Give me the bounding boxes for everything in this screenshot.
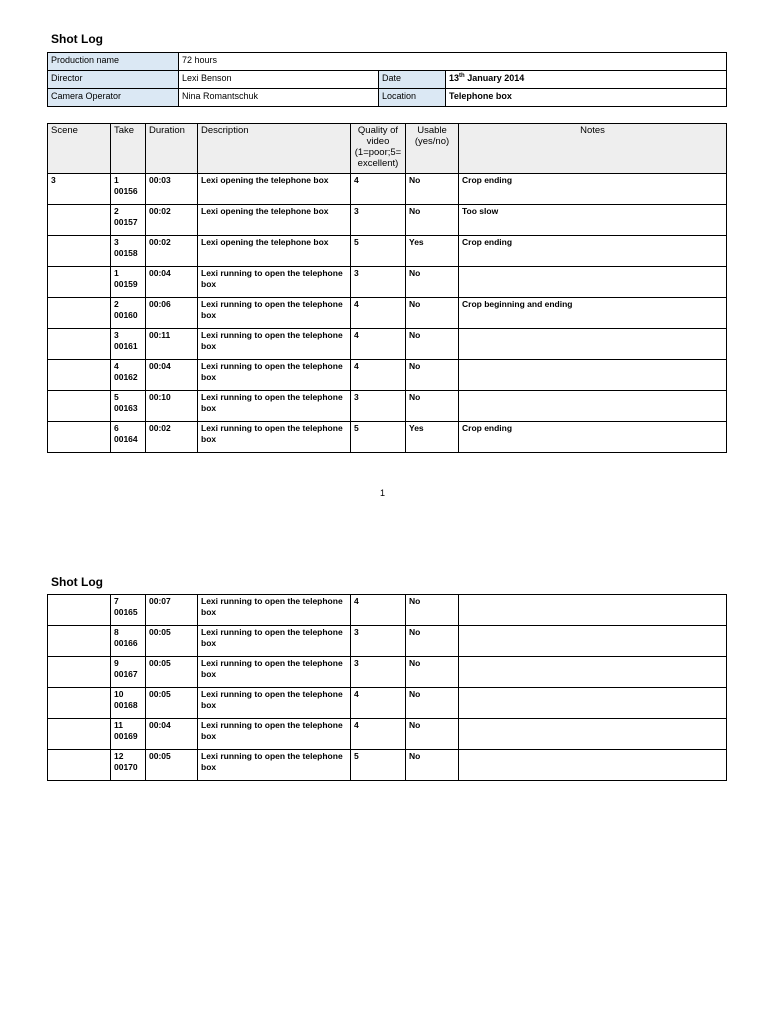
description-cell: Lexi running to open the telephone box (198, 595, 351, 626)
duration-cell: 00:02 (146, 422, 198, 453)
take-number: 5 (114, 392, 119, 402)
camera-operator-row (48, 89, 727, 107)
take-number: 3 (114, 237, 119, 247)
column-header-description: Description (198, 124, 351, 174)
take-file-number: 00167 (114, 669, 138, 679)
notes-cell (459, 719, 727, 750)
quality-cell: 3 (351, 657, 406, 688)
usable-cell: No (406, 329, 459, 360)
duration-cell: 00:02 (146, 205, 198, 236)
duration-cell: 00:05 (146, 626, 198, 657)
take-file-number: 00159 (114, 279, 138, 289)
duration-cell: 00:11 (146, 329, 198, 360)
table-row (48, 174, 727, 205)
table-row (48, 719, 727, 750)
notes-cell: Crop ending (459, 236, 727, 267)
location-value: Telephone box (446, 89, 727, 107)
take-cell (111, 267, 146, 298)
director-row (48, 71, 727, 89)
description-cell: Lexi running to open the telephone box (198, 298, 351, 329)
take-file-number: 00163 (114, 403, 138, 413)
scene-cell (48, 595, 111, 626)
take-file-number: 00161 (114, 341, 138, 351)
take-cell (111, 236, 146, 267)
director-label: Director (48, 71, 179, 89)
description-cell: Lexi running to open the telephone box (198, 360, 351, 391)
duration-cell: 00:02 (146, 236, 198, 267)
usable-cell: No (406, 298, 459, 329)
scene-cell (48, 422, 111, 453)
scene-cell: 3 (48, 174, 111, 205)
description-cell: Lexi running to open the telephone box (198, 267, 351, 298)
column-header-usable: Usable (yes/no) (406, 124, 459, 174)
production-name-row (48, 53, 727, 71)
duration-cell: 00:05 (146, 657, 198, 688)
quality-cell: 4 (351, 298, 406, 329)
take-file-number: 00162 (114, 372, 138, 382)
take-file-number: 00170 (114, 762, 138, 772)
column-header-duration: Duration (146, 124, 198, 174)
take-number: 2 (114, 206, 119, 216)
table-row (48, 595, 727, 626)
date-label: Date (379, 71, 446, 89)
table-row (48, 298, 727, 329)
take-file-number: 00156 (114, 186, 138, 196)
production-name-label: Production name (48, 53, 179, 71)
scene-cell (48, 626, 111, 657)
take-cell (111, 329, 146, 360)
take-cell (111, 205, 146, 236)
usable-cell: No (406, 360, 459, 391)
table-row (48, 422, 727, 453)
notes-cell: Too slow (459, 205, 727, 236)
description-cell: Lexi opening the telephone box (198, 236, 351, 267)
column-header-quality: Quality of video (1=poor;5= excellent) (351, 124, 406, 174)
duration-cell: 00:04 (146, 719, 198, 750)
production-info-table (47, 52, 727, 107)
scene-cell (48, 391, 111, 422)
take-file-number: 00158 (114, 248, 138, 258)
table-row (48, 391, 727, 422)
notes-cell: Crop ending (459, 422, 727, 453)
page-title-2: Shot Log (51, 575, 103, 589)
usable-cell: No (406, 205, 459, 236)
description-cell: Lexi running to open the telephone box (198, 719, 351, 750)
take-cell (111, 174, 146, 205)
take-file-number: 00166 (114, 638, 138, 648)
take-number: 9 (114, 658, 119, 668)
date-value (446, 71, 727, 89)
quality-cell: 3 (351, 205, 406, 236)
quality-cell: 5 (351, 236, 406, 267)
scene-cell (48, 205, 111, 236)
take-cell (111, 422, 146, 453)
usable-cell: No (406, 174, 459, 205)
table-row (48, 688, 727, 719)
take-number: 8 (114, 627, 119, 637)
quality-cell: 5 (351, 750, 406, 781)
duration-cell: 00:05 (146, 688, 198, 719)
duration-cell: 00:06 (146, 298, 198, 329)
scene-cell (48, 360, 111, 391)
scene-cell (48, 750, 111, 781)
shot-rows (48, 174, 727, 453)
page-number: 1 (380, 488, 386, 498)
column-header-scene: Scene (48, 124, 111, 174)
quality-cell: 5 (351, 422, 406, 453)
description-cell: Lexi running to open the telephone box (198, 750, 351, 781)
take-number: 6 (114, 423, 119, 433)
usable-cell: No (406, 750, 459, 781)
scene-cell (48, 267, 111, 298)
shot-rows-2 (48, 595, 727, 781)
duration-cell: 00:10 (146, 391, 198, 422)
column-header-take: Take (111, 124, 146, 174)
take-cell (111, 360, 146, 391)
notes-cell (459, 267, 727, 298)
camera-operator-value: Nina Romantschuk (179, 89, 379, 107)
notes-cell (459, 626, 727, 657)
description-cell: Lexi running to open the telephone box (198, 391, 351, 422)
duration-cell: 00:04 (146, 267, 198, 298)
notes-cell (459, 360, 727, 391)
table-row (48, 205, 727, 236)
take-cell (111, 595, 146, 626)
quality-cell: 4 (351, 360, 406, 391)
table-row (48, 657, 727, 688)
take-number: 7 (114, 596, 119, 606)
date-rest: January 2014 (464, 73, 525, 83)
scene-cell (48, 688, 111, 719)
take-cell (111, 298, 146, 329)
director-value: Lexi Benson (179, 71, 379, 89)
description-cell: Lexi running to open the telephone box (198, 657, 351, 688)
duration-cell: 00:04 (146, 360, 198, 391)
quality-cell: 3 (351, 391, 406, 422)
description-cell: Lexi running to open the telephone box (198, 329, 351, 360)
usable-cell: Yes (406, 236, 459, 267)
take-file-number: 00168 (114, 700, 138, 710)
notes-cell: Crop beginning and ending (459, 298, 727, 329)
table-row (48, 267, 727, 298)
quality-cell: 4 (351, 174, 406, 205)
take-number: 4 (114, 361, 119, 371)
usable-cell: No (406, 595, 459, 626)
notes-cell (459, 750, 727, 781)
quality-cell: 4 (351, 595, 406, 626)
take-number: 11 (114, 720, 123, 730)
take-number: 10 (114, 689, 124, 699)
duration-cell: 00:07 (146, 595, 198, 626)
shot-log-table-2 (47, 594, 727, 781)
take-cell (111, 750, 146, 781)
take-cell (111, 657, 146, 688)
take-file-number: 00164 (114, 434, 138, 444)
scene-cell (48, 719, 111, 750)
take-file-number: 00160 (114, 310, 138, 320)
take-number: 3 (114, 330, 119, 340)
description-cell: Lexi running to open the telephone box (198, 688, 351, 719)
usable-cell: No (406, 391, 459, 422)
usable-cell: No (406, 267, 459, 298)
table-row (48, 360, 727, 391)
quality-cell: 4 (351, 688, 406, 719)
shot-log-table (47, 123, 727, 453)
take-number: 12 (114, 751, 124, 761)
quality-cell: 3 (351, 626, 406, 657)
take-file-number: 00165 (114, 607, 138, 617)
date-day: 13 (449, 73, 460, 83)
table-row (48, 750, 727, 781)
notes-cell (459, 595, 727, 626)
take-file-number: 00169 (114, 731, 138, 741)
take-number: 2 (114, 299, 119, 309)
notes-cell (459, 657, 727, 688)
notes-cell: Crop ending (459, 174, 727, 205)
location-label: Location (379, 89, 446, 107)
scene-cell (48, 657, 111, 688)
notes-cell (459, 329, 727, 360)
description-cell: Lexi opening the telephone box (198, 174, 351, 205)
duration-cell: 00:05 (146, 750, 198, 781)
usable-cell: No (406, 626, 459, 657)
date-suffix: th (459, 73, 465, 79)
description-cell: Lexi opening the telephone box (198, 205, 351, 236)
description-cell: Lexi running to open the telephone box (198, 422, 351, 453)
quality-cell: 4 (351, 329, 406, 360)
scene-cell (48, 236, 111, 267)
duration-cell: 00:03 (146, 174, 198, 205)
scene-cell (48, 329, 111, 360)
quality-cell: 4 (351, 719, 406, 750)
table-row (48, 626, 727, 657)
take-cell (111, 391, 146, 422)
production-name-value: 72 hours (179, 53, 727, 71)
table-row (48, 329, 727, 360)
description-cell: Lexi running to open the telephone box (198, 626, 351, 657)
usable-cell: No (406, 688, 459, 719)
scene-cell (48, 298, 111, 329)
quality-cell: 3 (351, 267, 406, 298)
take-number: 1 (114, 175, 119, 185)
page-title: Shot Log (51, 32, 103, 46)
camera-operator-label: Camera Operator (48, 89, 179, 107)
notes-cell (459, 391, 727, 422)
usable-cell: No (406, 657, 459, 688)
usable-cell: Yes (406, 422, 459, 453)
take-file-number: 00157 (114, 217, 138, 227)
usable-cell: No (406, 719, 459, 750)
table-header-row (48, 124, 727, 174)
take-cell (111, 688, 146, 719)
take-cell (111, 626, 146, 657)
notes-cell (459, 688, 727, 719)
table-row (48, 236, 727, 267)
take-number: 1 (114, 268, 119, 278)
take-cell (111, 719, 146, 750)
column-header-notes: Notes (459, 124, 727, 174)
